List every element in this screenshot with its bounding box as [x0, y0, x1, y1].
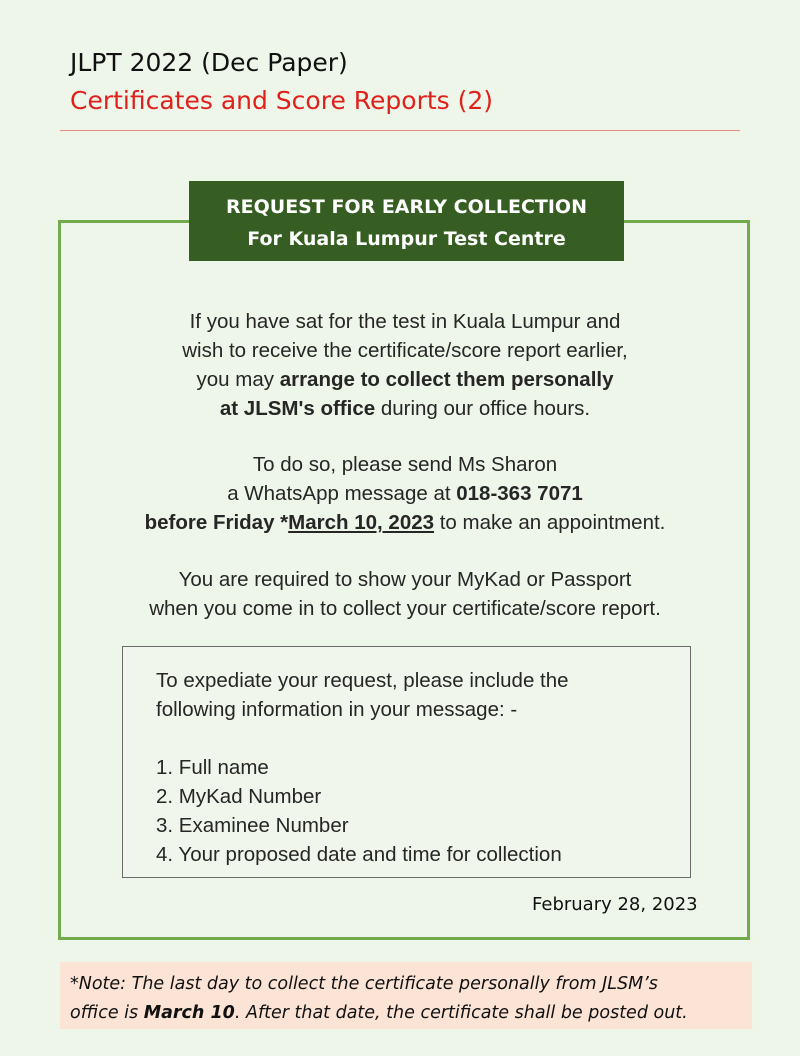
list-item: 2. MyKad Number [156, 785, 322, 808]
intro-line-3-bold: arrange to collect them personally [279, 368, 614, 391]
list-item: 4. Your proposed date and time for collection [156, 843, 562, 866]
intro-line-4 [60, 394, 750, 423]
page-title: JLPT 2022 (Dec Paper) [70, 48, 348, 77]
whatsapp-number: 018-363 7071 [456, 482, 583, 505]
list-item: 3. Examinee Number [156, 814, 349, 837]
page-subtitle: Certificates and Score Reports (2) [70, 86, 494, 115]
intro-line-3-text: you may [196, 368, 280, 391]
id-requirement-paragraph [60, 565, 750, 623]
request-banner [189, 181, 624, 261]
note-box [60, 962, 752, 1029]
info-spacer [156, 724, 690, 753]
contact-line-3-text: to make an appointment. [434, 511, 666, 534]
info-box [122, 646, 691, 878]
note-line-2-text: office is [70, 1003, 144, 1023]
info-line-1: To expediate your request, please include the [156, 669, 569, 692]
note-line-2 [70, 999, 752, 1028]
banner-heading: REQUEST FOR EARLY COLLECTION [226, 196, 587, 218]
id-line-1: You are required to show your MyKad or Passport [178, 568, 632, 591]
intro-line-2: wish to receive the certificate/score report earlier, [182, 339, 628, 362]
intro-paragraph [60, 307, 750, 423]
note-last-day: March 10 [143, 1003, 235, 1023]
contact-line-2-text: a WhatsApp message at [227, 482, 457, 505]
intro-line-1: If you have sat for the test in Kuala Lumpur and [189, 310, 621, 333]
list-item: 1. Full name [156, 756, 269, 779]
intro-line-4-bold: at JLSM's office [219, 397, 376, 420]
intro-line-4-text: during our office hours. [375, 397, 591, 420]
contact-line-3-bold: before Friday * [144, 511, 289, 534]
contact-line-2 [60, 479, 750, 508]
deadline-date: March 10, 2023 [288, 511, 435, 534]
banner-subheading: For Kuala Lumpur Test Centre [247, 228, 566, 250]
contact-line-1: To do so, please send Ms Sharon [252, 453, 558, 476]
publish-date: February 28, 2023 [532, 894, 698, 915]
intro-line-3 [60, 365, 750, 394]
note-line-2-end: . After that date, the certificate shall be posted out. [234, 1003, 688, 1023]
contact-line-3 [60, 508, 750, 537]
id-line-2: when you come in to collect your certificate/score report. [149, 597, 661, 620]
note-line-1: *Note: The last day to collect the certificate personally from JLSM’s [70, 974, 658, 994]
contact-paragraph [60, 450, 750, 537]
info-line-2: following information in your message: - [156, 698, 518, 721]
title-divider [60, 130, 740, 131]
